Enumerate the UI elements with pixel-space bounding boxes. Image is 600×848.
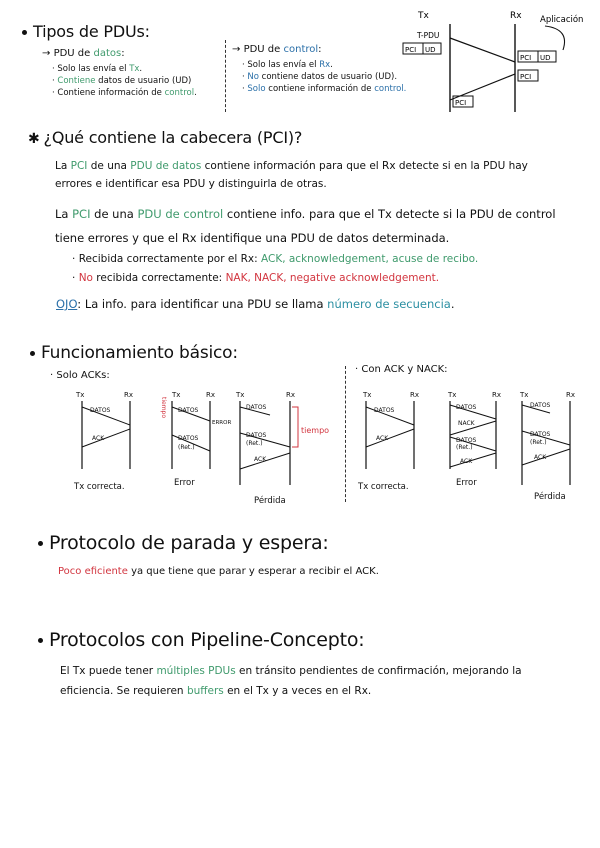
tipos-title-text: Tipos de PDUs: [33, 22, 150, 41]
svg-text:DATOS: DATOS [246, 432, 267, 439]
svg-text:PCI: PCI [520, 73, 532, 81]
pdu-datos-item: · Contiene información de control. [52, 88, 197, 98]
svg-text:DATOS: DATOS [178, 435, 199, 442]
tipos-divider [225, 40, 226, 112]
bullet-icon: ✱ [28, 131, 40, 147]
svg-text:(Ret.): (Ret.) [530, 439, 547, 446]
svg-text:Tx: Tx [363, 391, 372, 399]
svg-text:Rx: Rx [286, 391, 296, 399]
pdu-control-heading: → PDU de control: [232, 44, 322, 55]
tiempo-label: tiempo [160, 397, 167, 419]
bullet-icon [22, 30, 27, 35]
cabecera-list [72, 250, 572, 288]
caption-perdida: Pérdida [534, 492, 566, 502]
ack-arrow [450, 453, 496, 467]
section-tipos-title [22, 22, 150, 41]
section-pipeline-title: Protocolos con Pipeline-Concepto: [38, 629, 365, 651]
pipeline-paragraph: El Tx puede tener múltiples PDUs en tránsito pendientes de confirmación, mejorando la eficiencia. Se requieren buffers en el Tx y a veces en el Rx. [60, 665, 522, 697]
tpdu-label: T-PDU [417, 31, 440, 40]
list-item-ack: · Recibida correctamente por el Rx: ACK, acknowledgement, acuse de recibo. [72, 253, 479, 265]
bullet-icon [38, 541, 43, 546]
svg-text:Tx: Tx [448, 391, 457, 399]
svg-text:DATOS: DATOS [374, 407, 395, 414]
svg-text:Rx: Rx [124, 391, 134, 399]
bullet-icon [30, 351, 35, 356]
pdu-datos-heading: → PDU de datos: [42, 48, 125, 59]
svg-text:ACK: ACK [92, 435, 105, 442]
ack-arrow [366, 429, 414, 447]
pdu-datos-item: · Solo las envía el Tx. [52, 64, 143, 74]
svg-text:DATOS: DATOS [530, 431, 551, 438]
cabecera-paragraph-datos: La PCI de una PDU de datos contiene información para que el Rx detecte si en la PDU hay errores e identificar esa PDU y distinguirla de otras. [55, 160, 528, 190]
svg-text:Rx: Rx [206, 391, 216, 399]
tiempo-bracket [292, 407, 298, 447]
con-ack-label: · Con ACK y NACK: [355, 364, 448, 375]
app-arrow [545, 26, 565, 50]
tx-label: Tx [418, 11, 429, 21]
svg-text:DATOS: DATOS [246, 404, 267, 411]
svg-text:Tx: Tx [76, 391, 85, 399]
parada-paragraph: Poco eficiente ya que tiene que parar y esperar a recibir el ACK. [58, 566, 379, 577]
cabecera-paragraph-control: La PCI de una PDU de control contiene info. para que el Tx detecte si la PDU de control tiene errores y que el Rx identifique una PDU de datos determinada. [55, 207, 556, 245]
data-arrow [450, 38, 515, 62]
ojo-note: OJO: La info. para identificar una PDU se llama número de secuencia. [56, 297, 455, 311]
svg-text:DATOS: DATOS [530, 402, 551, 409]
list-item-nack: · No recibida correctamente: NAK, NACK, negative acknowledgement. [72, 272, 440, 284]
ack-arrow [82, 429, 130, 447]
svg-text:ERROR: ERROR [212, 420, 232, 426]
solo-acks-label: · Solo ACKs: [50, 370, 110, 381]
svg-text:ACK: ACK [534, 454, 547, 461]
svg-text:Rx: Rx [566, 391, 576, 399]
pdu-exchange-diagram [395, 4, 595, 114]
svg-text:ACK: ACK [460, 458, 473, 465]
svg-text:(Ret.): (Ret.) [456, 444, 473, 451]
svg-text:Tx: Tx [520, 391, 529, 399]
svg-text:DATOS: DATOS [456, 437, 477, 444]
caption-error: Error [456, 478, 477, 488]
svg-text:Rx: Rx [410, 391, 420, 399]
section-parada-title: Protocolo de parada y espera: [38, 532, 329, 554]
caption-correcta: Tx correcta. [74, 482, 125, 492]
app-label: Aplicación [540, 15, 584, 25]
svg-text:DATOS: DATOS [456, 404, 477, 411]
svg-text:UD: UD [425, 46, 436, 54]
svg-text:(Ret.): (Ret.) [178, 444, 195, 451]
caption-perdida: Pérdida [254, 496, 286, 506]
pdu-datos-block [42, 48, 222, 99]
svg-text:PCI: PCI [455, 99, 467, 107]
svg-text:NACK: NACK [458, 420, 475, 427]
pdu-control-item: · Solo contiene información de control. [242, 84, 407, 94]
pdu-control-item: · Solo las envía el Rx. [242, 60, 333, 70]
svg-text:Rx: Rx [492, 391, 502, 399]
svg-text:ACK: ACK [376, 435, 389, 442]
bullet-icon [38, 638, 43, 643]
svg-text:(Ret.): (Ret.) [246, 440, 263, 447]
pdu-datos-item: · Contiene datos de usuario (UD) [52, 76, 192, 86]
svg-text:Tx: Tx [172, 391, 181, 399]
svg-text:Tx: Tx [236, 391, 245, 399]
caption-correcta: Tx correcta. [358, 482, 409, 492]
rx-label: Rx [510, 11, 522, 21]
caption-error: Error [174, 478, 195, 488]
pdu-control-item: · No contiene datos de usuario (UD). [242, 72, 398, 82]
svg-text:DATOS: DATOS [178, 407, 199, 414]
section-cabecera-title: ✱ ¿Qué contiene la cabecera (PCI)? [28, 128, 303, 147]
svg-text:PCI: PCI [405, 46, 417, 54]
svg-text:PCI: PCI [520, 54, 532, 62]
tiempo-label: tiempo [301, 426, 330, 435]
timing-diagrams [60, 385, 600, 510]
section-funcionamiento-title: Funcionamiento básico: [30, 343, 238, 363]
svg-text:ACK: ACK [254, 456, 267, 463]
svg-text:DATOS: DATOS [90, 407, 111, 414]
svg-text:UD: UD [540, 54, 551, 62]
